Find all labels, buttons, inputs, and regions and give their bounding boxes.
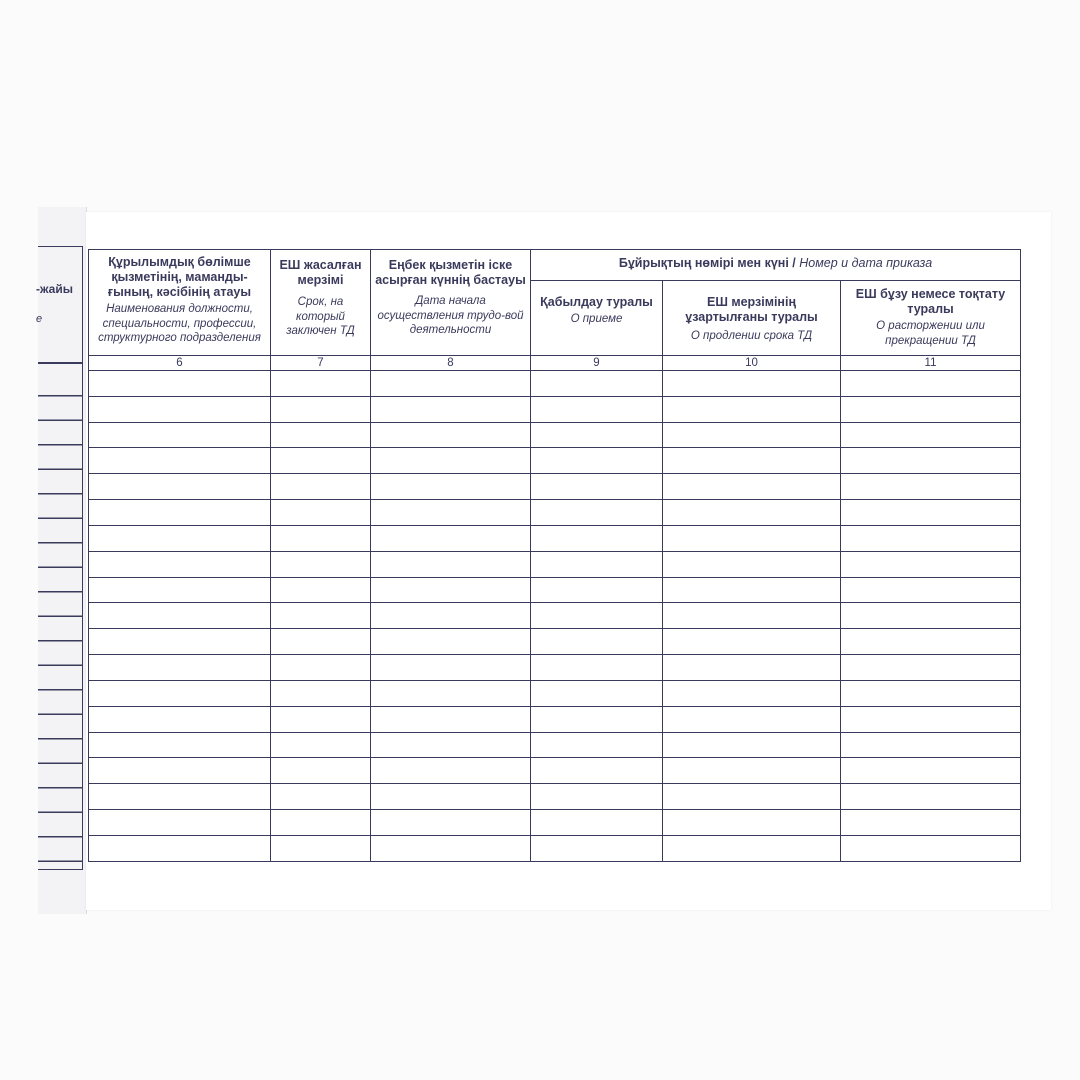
table-cell[interactable] — [271, 474, 371, 500]
table-cell[interactable] — [371, 371, 531, 397]
table-cell[interactable] — [531, 629, 663, 655]
left-page-header-fragment: -жайы — [36, 282, 73, 296]
table-cell[interactable] — [531, 784, 663, 810]
column-header-9 — [531, 281, 663, 356]
table-cell[interactable] — [371, 629, 531, 655]
column-header-10-kz: ЕШ мерзімінің ұзартылғаны туралы — [685, 295, 818, 324]
table-cell[interactable] — [371, 422, 531, 448]
table-cell[interactable] — [89, 448, 271, 474]
table-cell[interactable] — [531, 525, 663, 551]
table-row — [89, 784, 1021, 810]
table-cell[interactable] — [89, 371, 271, 397]
table-cell[interactable] — [841, 655, 1021, 681]
table-cell[interactable] — [371, 655, 531, 681]
table-cell[interactable] — [841, 629, 1021, 655]
column-header-8-ru: Дата начала осуществления трудо-вой деятельности — [377, 295, 524, 336]
table-cell[interactable] — [271, 603, 371, 629]
table-cell[interactable] — [531, 810, 663, 836]
table-cell[interactable] — [271, 629, 371, 655]
table-cell[interactable] — [531, 551, 663, 577]
table-cell[interactable] — [841, 758, 1021, 784]
column-header-6 — [89, 250, 271, 356]
table-cell[interactable] — [271, 655, 371, 681]
table-cell[interactable] — [531, 603, 663, 629]
table-cell[interactable] — [841, 551, 1021, 577]
table-cell[interactable] — [841, 835, 1021, 861]
table-cell[interactable] — [271, 835, 371, 861]
group-header-kz: Бұйрықтың нөмірі мен күні / — [618, 256, 796, 270]
table-cell[interactable] — [663, 448, 841, 474]
table-cell[interactable] — [271, 448, 371, 474]
table-cell[interactable] — [89, 680, 271, 706]
table-cell[interactable] — [663, 551, 841, 577]
table-cell[interactable] — [841, 680, 1021, 706]
table-row — [89, 396, 1021, 422]
table-cell[interactable] — [663, 732, 841, 758]
table-cell[interactable] — [663, 371, 841, 397]
table-cell[interactable] — [663, 784, 841, 810]
table-cell[interactable] — [663, 525, 841, 551]
group-header-order — [531, 250, 1021, 281]
table-cell[interactable] — [531, 448, 663, 474]
table-cell[interactable] — [371, 835, 531, 861]
column-header-11-ru: О расторжении или прекращении ТД — [876, 320, 985, 347]
table-cell[interactable] — [531, 577, 663, 603]
table-cell[interactable] — [271, 396, 371, 422]
header-row-top — [89, 250, 1021, 281]
table-cell[interactable] — [89, 525, 271, 551]
left-page-rows — [38, 372, 82, 868]
table-cell[interactable] — [663, 603, 841, 629]
table-cell[interactable] — [89, 629, 271, 655]
table-cell[interactable] — [663, 810, 841, 836]
table-cell[interactable] — [89, 551, 271, 577]
column-header-10-ru: О продлении срока ТД — [690, 330, 813, 342]
table-row — [89, 655, 1021, 681]
table-body — [89, 371, 1021, 862]
table-cell[interactable] — [663, 758, 841, 784]
table-cell[interactable] — [371, 474, 531, 500]
table-row — [89, 732, 1021, 758]
table-row — [89, 500, 1021, 526]
table-cell[interactable] — [531, 732, 663, 758]
table-row — [89, 835, 1021, 861]
table-cell[interactable] — [271, 371, 371, 397]
column-number-8: 8 — [371, 356, 531, 371]
table-row — [89, 525, 1021, 551]
table-cell[interactable] — [371, 500, 531, 526]
table-row — [89, 810, 1021, 836]
table-cell[interactable] — [89, 758, 271, 784]
table-cell[interactable] — [371, 396, 531, 422]
column-header-11 — [841, 281, 1021, 356]
table-row — [89, 474, 1021, 500]
column-header-8 — [371, 250, 531, 356]
column-number-7: 7 — [271, 356, 371, 371]
table-cell[interactable] — [841, 525, 1021, 551]
table-cell[interactable] — [271, 810, 371, 836]
table-row — [89, 448, 1021, 474]
column-header-7-kz: ЕШ жасалған мерзімі — [279, 258, 362, 287]
table-cell[interactable] — [531, 422, 663, 448]
column-header-7 — [271, 250, 371, 356]
table-cell[interactable] — [271, 500, 371, 526]
column-number-6: 6 — [89, 356, 271, 371]
table-cell[interactable] — [841, 474, 1021, 500]
table-cell[interactable] — [663, 422, 841, 448]
table-cell[interactable] — [271, 422, 371, 448]
table-cell[interactable] — [841, 732, 1021, 758]
table-row — [89, 577, 1021, 603]
table-cell[interactable] — [531, 371, 663, 397]
column-header-9-ru: О приеме — [570, 313, 623, 325]
table-cell[interactable] — [371, 603, 531, 629]
table-cell[interactable] — [271, 784, 371, 810]
table-cell[interactable] — [371, 680, 531, 706]
table-cell[interactable] — [663, 706, 841, 732]
table-cell[interactable] — [663, 835, 841, 861]
table-row — [89, 551, 1021, 577]
table-row — [89, 422, 1021, 448]
column-header-9-kz: Қабылдау туралы — [540, 295, 653, 309]
table-cell[interactable] — [841, 500, 1021, 526]
table-cell[interactable] — [531, 680, 663, 706]
table-row — [89, 680, 1021, 706]
table-cell[interactable] — [531, 835, 663, 861]
column-number-row — [89, 356, 1021, 371]
table-cell[interactable] — [531, 500, 663, 526]
table-cell[interactable] — [89, 577, 271, 603]
table-cell[interactable] — [89, 810, 271, 836]
table-row — [89, 371, 1021, 397]
table-cell[interactable] — [841, 706, 1021, 732]
table-cell[interactable] — [271, 680, 371, 706]
table-cell[interactable] — [371, 810, 531, 836]
column-number-9: 9 — [531, 356, 663, 371]
table-cell[interactable] — [271, 551, 371, 577]
table-cell[interactable] — [371, 758, 531, 784]
table-cell[interactable] — [271, 758, 371, 784]
table-cell[interactable] — [371, 525, 531, 551]
table-row — [89, 706, 1021, 732]
table-cell[interactable] — [663, 500, 841, 526]
left-page-header-divider — [38, 362, 82, 364]
table-cell[interactable] — [663, 680, 841, 706]
table-cell[interactable] — [271, 706, 371, 732]
table-cell[interactable] — [663, 655, 841, 681]
table-cell[interactable] — [89, 396, 271, 422]
column-number-11: 11 — [841, 356, 1021, 371]
table-cell[interactable] — [841, 603, 1021, 629]
table-cell[interactable] — [371, 577, 531, 603]
column-header-8-kz: Еңбек қызметін іске асырған күннің бастауы — [375, 258, 526, 287]
column-header-6-ru: Наименования должности, специальности, профессии, структурного подразделения — [98, 303, 261, 344]
table-cell[interactable] — [89, 422, 271, 448]
table-cell[interactable] — [531, 396, 663, 422]
table-cell[interactable] — [841, 448, 1021, 474]
table-cell[interactable] — [89, 603, 271, 629]
table-row — [89, 603, 1021, 629]
table-cell[interactable] — [89, 835, 271, 861]
table-cell[interactable] — [89, 655, 271, 681]
table-cell[interactable] — [89, 706, 271, 732]
table-cell[interactable] — [371, 448, 531, 474]
table-cell[interactable] — [531, 706, 663, 732]
column-header-6-kz: Құрылымдық бөлімше қызметінің, маманды-ғының, кәсібінің атауы — [107, 255, 252, 299]
table-cell[interactable] — [663, 474, 841, 500]
table-cell[interactable] — [663, 629, 841, 655]
group-header-ru: Номер и дата приказа — [799, 256, 933, 270]
table-cell[interactable] — [663, 577, 841, 603]
table-cell[interactable] — [371, 551, 531, 577]
table-cell[interactable] — [89, 474, 271, 500]
table-cell[interactable] — [531, 474, 663, 500]
table-cell[interactable] — [531, 758, 663, 784]
table-cell[interactable] — [841, 810, 1021, 836]
column-header-7-ru: Срок, на который заключен ТД — [286, 296, 355, 337]
table-cell[interactable] — [371, 784, 531, 810]
table-cell[interactable] — [89, 732, 271, 758]
table-cell[interactable] — [841, 371, 1021, 397]
column-number-10: 10 — [663, 356, 841, 371]
table-cell[interactable] — [841, 577, 1021, 603]
table-cell[interactable] — [371, 706, 531, 732]
table-cell[interactable] — [841, 396, 1021, 422]
table-row — [89, 758, 1021, 784]
table-cell[interactable] — [841, 784, 1021, 810]
left-page-sub-fragment: е — [36, 313, 43, 325]
table-cell[interactable] — [531, 655, 663, 681]
table-row — [89, 629, 1021, 655]
employment-register-table — [88, 249, 1021, 862]
table-cell[interactable] — [663, 396, 841, 422]
column-header-11-kz: ЕШ бұзу немесе тоқтату туралы — [855, 287, 1006, 316]
table-cell[interactable] — [271, 577, 371, 603]
table-cell[interactable] — [89, 784, 271, 810]
table-cell[interactable] — [841, 422, 1021, 448]
column-header-10 — [663, 281, 841, 356]
table-cell[interactable] — [371, 732, 531, 758]
table-cell[interactable] — [271, 525, 371, 551]
table-cell[interactable] — [89, 500, 271, 526]
table-cell[interactable] — [271, 732, 371, 758]
